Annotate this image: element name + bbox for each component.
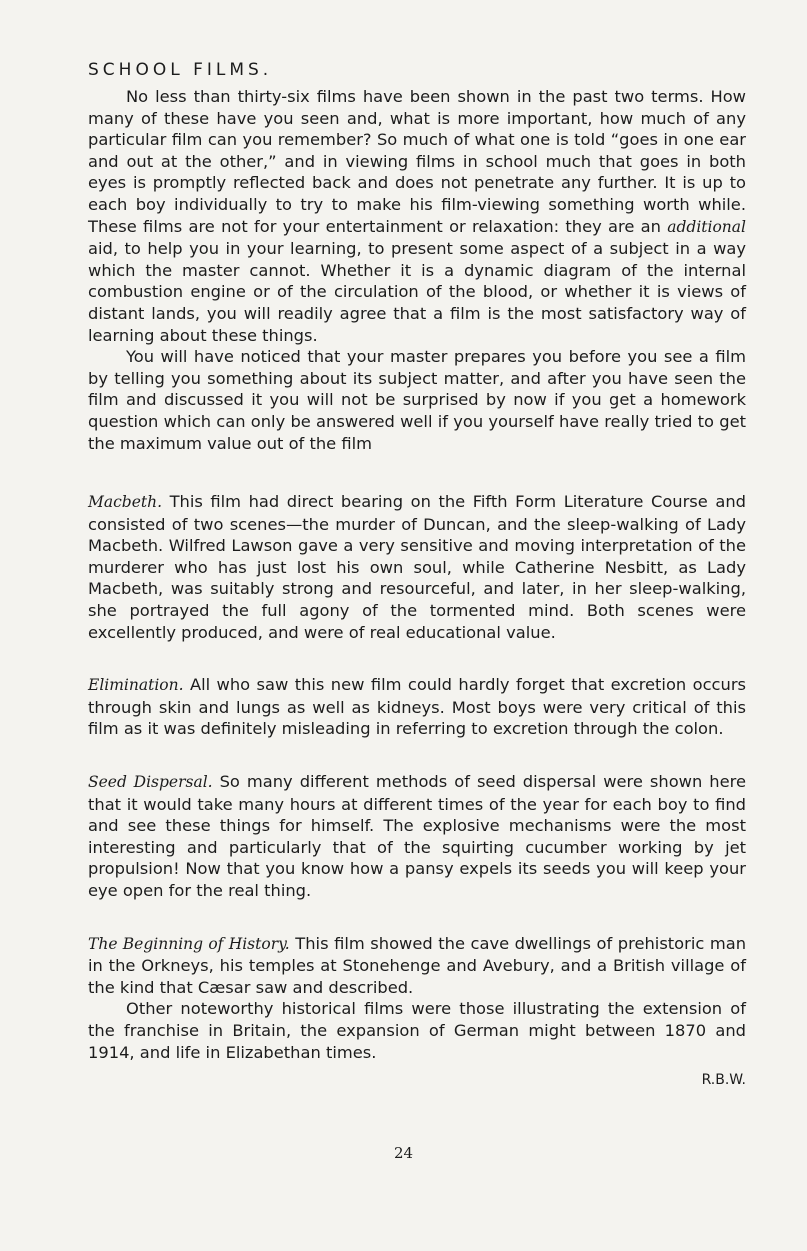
- film-title: The Beginning of History.: [88, 934, 290, 953]
- film-title: Elimination.: [88, 676, 184, 695]
- film-title: Seed Dispersal.: [88, 773, 213, 792]
- intro-paragraph-2: You will have noticed that your master prepares you before you see a film by telling you something about its subject matter, and after you have seen the film and discussed it you will not be surprised by now if you get a homework question which can only be answered well if you yourself have really tried to get the maximum value out of the film: [88, 347, 746, 453]
- article-heading: SCHOOL FILMS.: [88, 60, 273, 80]
- intro-text-b: aid, to help you in your learning, to present some aspect of a subject in a way which the master cannot. Whether it is a dynamic diagram of the internal combustion engine or of the circulation of the blood, or whether it is views of distant lands, you will readily agree that a film is the most satisfactory way of learning about these things.: [88, 239, 746, 345]
- film-review-elimination: [88, 674, 746, 740]
- film-description: So many different methods of seed dispersal were shown here that it would take many hours at different times of the year for each boy to find and see these things for himself. The explosive mechanisms were the most interesting and particularly that of the squirting cucumber working by jet propulsion! Now that you know how a pansy expels its seeds you will keep your eye open for the real thing.: [88, 772, 746, 900]
- closing-paragraph: Other noteworthy historical films were those illustrating the extension of the franchise in Britain, the expansion of German might between 1870 and 1914, and life in Elizabethan times.: [88, 999, 746, 1062]
- film-description: This film had direct bearing on the Fifth Form Literature Course and consisted of two scenes—the murder of Duncan, and the sleep-walking of Lady Macbeth. Wilfred Lawson gave a very sensitive and moving interpretation of the murderer who has just lost his own soul, while Catherine Nesbitt, as Lady Macbeth, was suitably strong and resourceful, and later, in her sleep-walking, she portrayed the full agony of the tormented mind. Both scenes were excellently produced, and were of real educational value.: [88, 492, 746, 642]
- film-review-beginning-of-history: [88, 933, 746, 1064]
- film-review-seed-dispersal: [88, 771, 746, 902]
- film-description: This film showed the cave dwellings of prehistoric man in the Orkneys, his temples at Stonehenge and Avebury, and a British village of the kind that Cæsar saw and described.: [88, 933, 747, 997]
- intro-text-a: No less than thirty-six films have been shown in the past two terms. How many of these have you seen and, what is more important, how much of any particular film can you remember? So much of what one is told “goes in one ear and out at the other,” and in viewing films in school much that goes in both eyes is promptly reflected back and does not penetrate any further. It is up to each boy individually to try to make his film-viewing something worth while. These films are not for your entertainment or relaxation: they are an: [88, 87, 746, 236]
- article: [88, 60, 746, 1088]
- intro-emphasis: additional: [667, 217, 746, 236]
- film-title: Macbeth.: [88, 493, 163, 512]
- page-number: 24: [393, 1144, 414, 1162]
- author-signature: R.B.W.: [701, 1072, 746, 1089]
- film-description: All who saw this new film could hardly forget that excretion occurs through skin and lungs as well as kidneys. Most boys were very critical of this film as it was definitely misleading in referring to excretion through the colon.: [88, 675, 746, 739]
- film-review-macbeth: [88, 491, 746, 643]
- intro-paragraph-1: [88, 86, 746, 346]
